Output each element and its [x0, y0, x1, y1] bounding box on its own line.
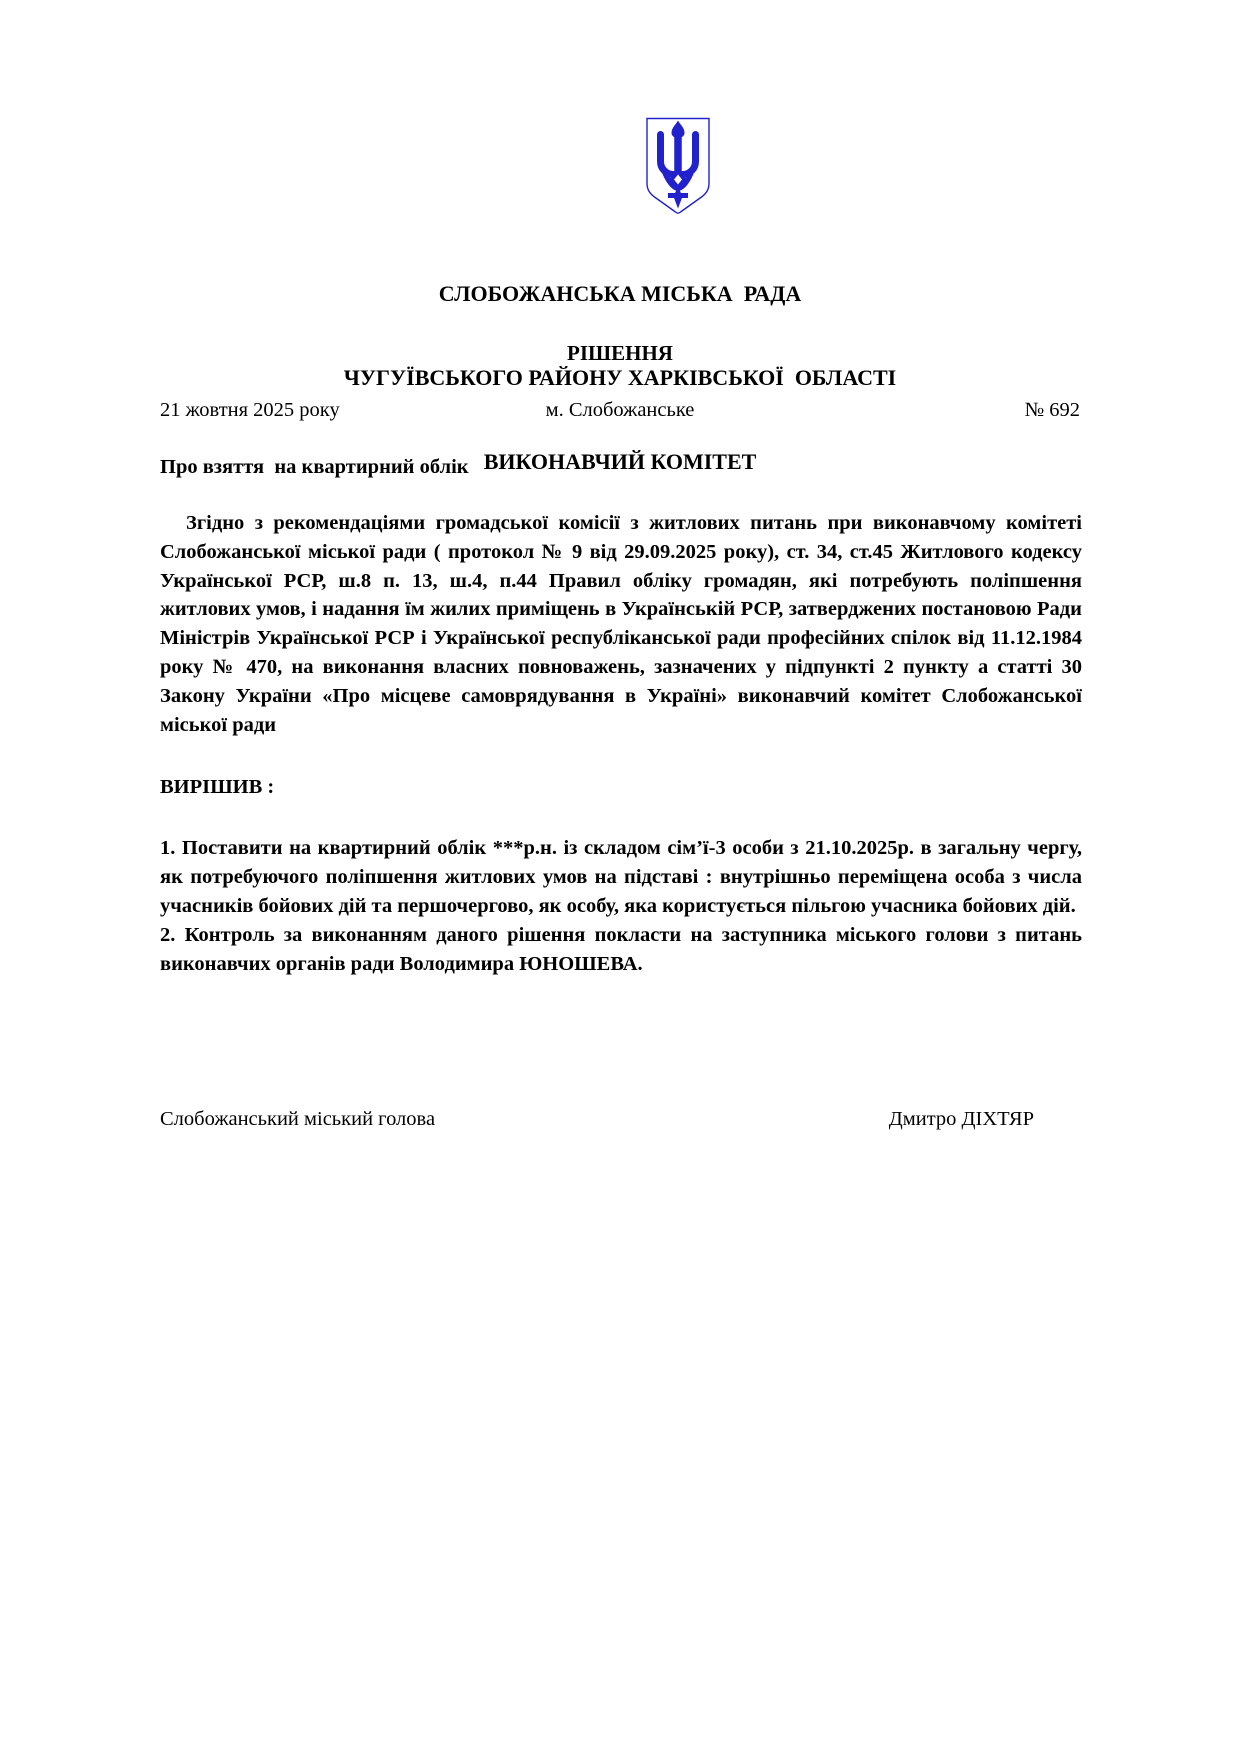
org-committee: ВИКОНАВЧИЙ КОМІТЕТ: [483, 449, 757, 474]
ukraine-trident-emblem: [645, 116, 711, 217]
signatory-title: Слобожанський міський голова: [160, 1108, 436, 1130]
decision-items: [160, 834, 1082, 979]
preamble-paragraph: Згідно з рекомендаціями громадської комісії з житлових питань при виконавчому комітеті Слобожанської міської ради ( протокол № 9 від 29.09.2025 року), ст. 34, ст.45 Житлового кодексу Української РСР, ш.8 п. 13, ш.4, п.44 Правил обліку громадян, які потребують поліпшення житлових умов, і надання їм жилих приміщень в Українській РСР, затверджених постановою Ради Міністрів Української РСР і Української республіканської ради професійних спілок від 11.12.1984 року № 470, на виконання власних повноважень, зазначених у підпункті 2 пункту а статті 30 Закону України «Про місцеве самоврядування в Україні» виконавчий комітет Слобожанської міської ради: [160, 512, 1082, 736]
document-type-title: РІШЕННЯ: [567, 341, 673, 365]
resolved-label: ВИРІШИВ :: [160, 776, 275, 798]
document-place: м. Слобожанське: [545, 399, 695, 421]
trident-icon: [645, 116, 711, 217]
signature-row: [160, 1108, 1080, 1131]
org-region: ЧУГУЇВСЬКОГО РАЙОНУ ХАРКІВСЬКОЇ ОБЛАСТІ: [343, 365, 897, 390]
signatory-name: Дмитро ДІХТЯР: [888, 1108, 1034, 1130]
org-name: СЛОБОЖАНСЬКА МІСЬКА РАДА: [438, 281, 802, 306]
document-number: № 692: [1024, 399, 1081, 421]
decision-item-2: 2. Контроль за виконанням даного рішення покласти на заступника міського голови з питань виконавчих органів ради Володимира ЮНОШЕВА.: [160, 924, 1082, 975]
decision-item-1: 1. Поставити на квартирний облік ***р.н. із складом сім’ї-3 особи з 21.10.2025р. в загальну чергу, як потребуючого поліпшення житлових умов на підставі : внутрішньо переміщена особа з числа учасників бойових дій та першочергово, як особу, яка користується пільгою учасника бойових дій.: [160, 837, 1082, 917]
document-subject: Про взяття на квартирний облік: [160, 456, 469, 478]
document-date: 21 жовтня 2025 року: [160, 399, 340, 421]
document-meta-row: [160, 399, 1080, 422]
